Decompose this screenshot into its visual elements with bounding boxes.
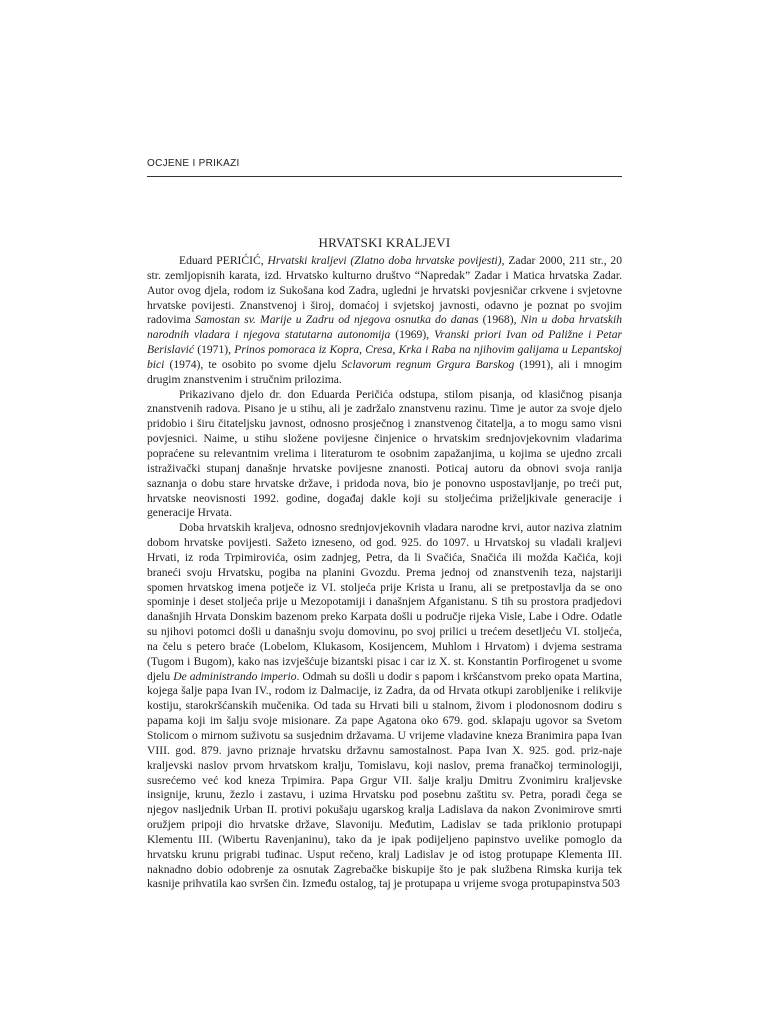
text-run: (1974), te osobito po svome djelu [164, 357, 342, 371]
italic-title-run: Prinos pomoraca iz Kopra, Cresa, Krka i Raba na njihovim galijama u Lepantskoj bici [147, 343, 622, 371]
paragraph [147, 254, 622, 388]
text-run: Eduard PERIĆIĆ, [179, 254, 268, 267]
page-number: 503 [602, 876, 620, 890]
italic-title-run: Sclavorum regnum Grgura Barskog [341, 357, 515, 371]
text-run: (1969), [390, 328, 435, 342]
header-rule [147, 176, 622, 177]
paragraph [147, 388, 622, 522]
article-body [147, 254, 622, 892]
italic-title-run: Nin u doba hrvatskih narodnih vladara i njegova statutarna autonomija [147, 313, 622, 342]
article-title: HRVATSKI KRALJEVI [318, 235, 451, 250]
italic-title-run: De administrando imperio [173, 669, 297, 683]
text-run: , Zadar 2000, 211 str., 20 str. zemljopisnih karata, izd. Hrvatsko kulturno društvo “Napredak” Zadar i Matica hrvatska Zadar. Autor ovog djela, rodom iz Sukošana kod Zadra, ugledni je hrvatski povjesničar crkvene i svjetovne hrvatske povijesti. Znanstvenoj i širој, domaćoj i svjetskoj javnosti, odavno je poznat po svojim radovima [147, 254, 623, 327]
text-run: (1968), [478, 313, 521, 327]
text-run: (1971), [194, 343, 235, 357]
text-run: Doba hrvatskih kraljeva, odnosno srednjovjekovnih vladara narodne krvi, autor naziva zlatnim dobom hrvatske povijesti. Sažeto izneseno, od god. 925. do 1097. u Hrvatskoj su vladali kraljevi Hrvati, iz roda Trpimirovića, osim zadnjeg, Petra, da li Svačića, Snačića ili možda Kačića, koji braneći svoju Hrvatsku, pogiba na planini Gvozdu. Prema jednoj od znanstvenih teza, najstariji spomen hrvatskog imena potječe iz VI. stoljeća prije Krista u Iranu, ali se pretpostavlja da se ono spominje i deset stoljeća prije u Mezopotamiji i današnjem Afganistanu. S tih su prostora pradjedovi današnjih Hrvata Donskim bazenom preko Karpata došli u područje rijeka Visle, Labe i Odre. Odatle su njihovi potomci došli u današnju svoju domovinu, po svoj prilici u trećem desetljeću VI. stoljeća, na čelu s petero braće (Lobelom, Klukasom, Kosijencem, Muhlom i Hrvatom) i dvjema sestrama (Tugom i Bugom), kako nas izvješćuje bizantski pisac i car iz X. st. Konstantin Porfirogenet u svome djelu [147, 521, 622, 683]
italic-title-run: Hrvatski kraljevi (Zlatno doba hrvatske povijesti) [267, 254, 502, 267]
italic-title-run: Vranski priori Ivan od Paližne i Petar Berislavić [147, 328, 622, 357]
text-run: . Odmah su došli u dodir s papom i kršćanstvom preko opata Martina, kojega šalje papa Ivan IV., rodom iz Dalmacije, iz Zadra, da od Hrvata otkupi zarobljenike i relikvije kostiju, starokršćanskih mučenika. Od tada su Hrvati bili u stalnom, živom i plodonosnom dodiru s papama koji im šalju svoje misionare. Za pape Agatona oko 679. god. sklapaju ugovor sa Svetom Stolicom o mirnom suživotu sa susjednim državama. U vrijeme vladavine kneza Branimira papa Ivan VIII. god. 879. javno priznaje hrvatsku državnu samostalnost. Papa Ivan X. 925. god. priz-naje kraljevski naslov prvom hrvatskom kralju, Tomislavu, koji naslov, prema franačkoj terminologiji, susrećemo već kod kneza Trpimira. Papa Grgur VII. šalje kralju Dmitru Zvonimiru kraljevske insignije, krunu, žezlo i zastavu, i uzima Hrvatsku pod posebnu zaštitu sv. Petra, poradi čega se njegov nasljednik Urban II. protivi pokušaju ugarskog kralja Ladislava da nakon Zvonimirove smrti oružjem pripoji dio hrvatske države, Slavoniju. Međutim, Ladislav se tada priklonio protupapi Klementu III. (Wibertu Ravenjaninu), tako da je ipak podijeljeno papinstvo uvelike pomoglo da hrvatsku krunu prigrabi tuđinac. Usput rečeno, kralj Ladislav je od istog protupape Klementa III. naknadno dobio odobrenje za osnutak Zagrebačke biskupije što je pak službena Rimska kurija tek kasnije prihvatila kao svršen čin. Između ostalog, taj je protupapa u vrijeme svoga protupapinstva [147, 669, 622, 891]
paragraph [147, 521, 622, 892]
italic-title-run: Samostan sv. Marije u Zadru od njegova osnutka do danas [194, 313, 479, 327]
text-run: (1991), ali i mnogim drugim znanstvenim i stručnim prilozima. [147, 357, 622, 386]
running-head: OCJENE I PRIKAZI [147, 158, 240, 169]
text-run: Prikazivano djelo dr. don Eduarda Peričića odstupa, stilom pisanja, od klasičnog pisanja znanstvenih radova. Pisano je u stihu, ali je zadržalo znanstvenu razinu. Time je autor za svoje djelo pridobio i širu čitateljsku javnost, odnosno prosječnog i znanstvenog čitatelja, a to mogu samo visni povjesnici. Naime, u stihu složene povijesne činjenice o hrvatskim srednjovjekovnim vladarima popraćene su relevantnim vrelima i literaturom te osobnim zapažanjima, u kojima se ujedno zrcali istraživački stupanj današnje hrvatske povijesne znanosti. Poticaj autoru da obnovi svoja ranija saznanja o dobu stare hrvatske države, i pridoda nova, bio je ponovno uspostavljanje, po treći put, hrvatske neovisnosti 1992. godine, događaj dakle koji su stoljećima priželjkivale generacije i generacije Hrvata. [147, 387, 622, 520]
